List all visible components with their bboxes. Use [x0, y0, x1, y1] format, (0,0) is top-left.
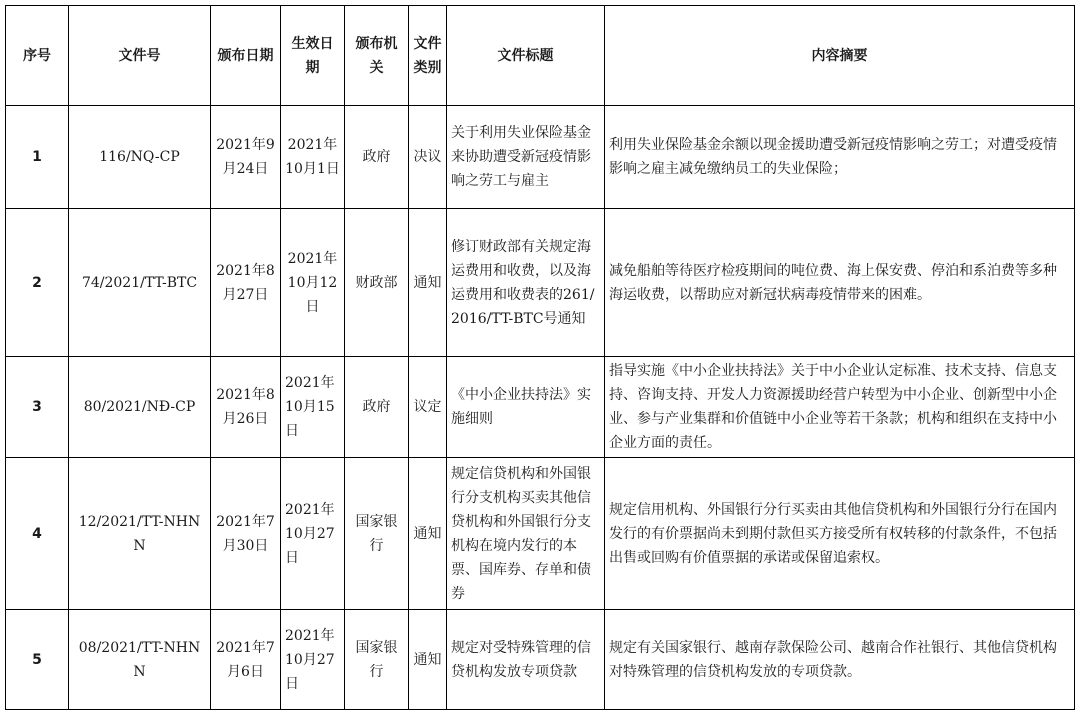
row-summary: 规定信用机构、外国银行分行买卖由其他信贷机构和外国银行分行在国内发行的有价票据尚未到期付款但买方接受所有权转移的付款条件，不包括出售或回购有价值票据的承诺或保留追索权。 — [605, 458, 1075, 610]
row-doc-title: 规定对受特殊管理的信贷机构发放专项贷款 — [447, 610, 605, 710]
row-effective-date: 2021年10月15日 — [281, 357, 345, 458]
row-doc-title: 修订财政部有关规定海运费用和收费，以及海运费用和收费表的261/2016/TT-BTC号通知 — [447, 209, 605, 357]
header-doc-number: 文件号 — [69, 6, 211, 106]
row-summary: 指导实施《中小企业扶持法》关于中小企业认定标准、技术支持、信息支持、咨询支持、开发人力资源援助经营户转型为中小企业、创新型中小企业、参与产业集群和价值链中小企业等若干条款；机构和组织在支持中小企业方面的责任。 — [605, 357, 1075, 458]
row-summary: 减免船舶等待医疗检疫期间的吨位费、海上保安费、停泊和系泊费等多种海运收费，以帮助应对新冠状病毒疫情带来的困难。 — [605, 209, 1075, 357]
row-no: 3 — [6, 357, 69, 458]
row-doc-number: 80/2021/NĐ-CP — [69, 357, 211, 458]
row-authority: 政府 — [345, 106, 409, 209]
table-row — [6, 610, 1075, 710]
row-doc-type: 通知 — [409, 610, 447, 710]
row-no: 5 — [6, 610, 69, 710]
header-doc-type: 文件类别 — [409, 6, 447, 106]
row-effective-date: 2021年10月12日 — [281, 209, 345, 357]
row-effective-date: 2021年10月1日 — [281, 106, 345, 209]
header-authority: 颁布机关 — [345, 6, 409, 106]
row-authority: 财政部 — [345, 209, 409, 357]
header-summary: 内容摘要 — [605, 6, 1075, 106]
row-summary: 利用失业保险基金余额以现金援助遭受新冠疫情影响之劳工；对遭受疫情影响之雇主减免缴纳员工的失业保险； — [605, 106, 1075, 209]
header-issue-date: 颁布日期 — [211, 6, 281, 106]
row-doc-type: 议定 — [409, 357, 447, 458]
row-issue-date: 2021年7月30日 — [211, 458, 281, 610]
row-doc-type: 通知 — [409, 458, 447, 610]
row-authority: 国家银行 — [345, 610, 409, 710]
row-issue-date: 2021年8月26日 — [211, 357, 281, 458]
row-issue-date: 2021年9月24日 — [211, 106, 281, 209]
row-issue-date: 2021年8月27日 — [211, 209, 281, 357]
row-doc-type: 决议 — [409, 106, 447, 209]
header-row — [6, 6, 1075, 106]
row-doc-title: 规定信贷机构和外国银行分支机构买卖其他信贷机构和外国银行分支机构在境内发行的本票、国库券、存单和债券 — [447, 458, 605, 610]
row-summary: 规定有关国家银行、越南存款保险公司、越南合作社银行、其他信贷机构对特殊管理的信贷机构发放的专项贷款。 — [605, 610, 1075, 710]
row-doc-number: 08/2021/TT-NHNN — [69, 610, 211, 710]
row-effective-date: 2021年10月27日 — [281, 458, 345, 610]
row-doc-type: 通知 — [409, 209, 447, 357]
row-authority: 国家银行 — [345, 458, 409, 610]
row-issue-date: 2021年7月6日 — [211, 610, 281, 710]
table-row — [6, 458, 1075, 610]
table-row — [6, 106, 1075, 209]
header-effective-date: 生效日期 — [281, 6, 345, 106]
row-doc-title: 关于利用失业保险基金来协助遭受新冠疫情影响之劳工与雇主 — [447, 106, 605, 209]
row-doc-number: 12/2021/TT-NHNN — [69, 458, 211, 610]
table-row — [6, 357, 1075, 458]
row-doc-number: 116/NQ-CP — [69, 106, 211, 209]
header-doc-title: 文件标题 — [447, 6, 605, 106]
row-no: 1 — [6, 106, 69, 209]
regulations-table — [5, 5, 1075, 710]
row-authority: 政府 — [345, 357, 409, 458]
row-no: 4 — [6, 458, 69, 610]
table-row — [6, 209, 1075, 357]
row-doc-title: 《中小企业扶持法》实施细则 — [447, 357, 605, 458]
row-doc-number: 74/2021/TT-BTC — [69, 209, 211, 357]
header-no: 序号 — [6, 6, 69, 106]
row-effective-date: 2021年10月27日 — [281, 610, 345, 710]
row-no: 2 — [6, 209, 69, 357]
